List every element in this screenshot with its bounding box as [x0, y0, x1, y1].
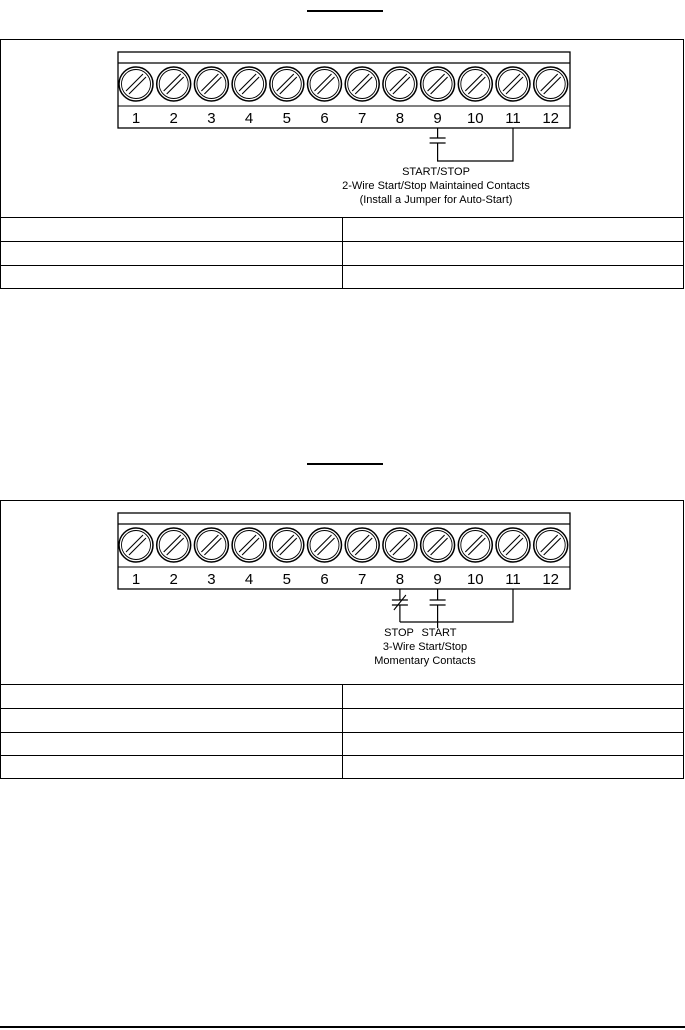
terminal-number: 11: [505, 110, 521, 127]
terminal-number: 4: [244, 110, 254, 127]
terminal-screw: [157, 67, 191, 101]
terminal-screw: [383, 67, 417, 101]
table-row: [1, 242, 683, 265]
table-row: [1, 685, 683, 709]
table-cell: [1, 733, 343, 755]
terminal-number: 6: [320, 110, 329, 127]
terminal-number: 10: [466, 110, 484, 127]
heading-underline: [307, 463, 383, 465]
contact-label: START/STOP: [402, 166, 470, 178]
table-cell: [1, 242, 343, 265]
table-cell: [343, 709, 683, 732]
terminal-number: 2: [169, 110, 178, 127]
terminal-number: 1: [131, 571, 141, 588]
terminal-screw: [496, 67, 530, 101]
caption-line-2: (Install a Jumper for Auto-Start): [359, 194, 513, 206]
table-row: [1, 755, 683, 778]
terminal-number: 12: [542, 571, 560, 588]
terminal-screw: [194, 528, 228, 562]
terminal-screw: [534, 67, 568, 101]
terminal-screw: [383, 528, 417, 562]
terminal-screw: [421, 67, 455, 101]
wiring-panel-3-wire: [0, 500, 684, 779]
table-cell: [1, 709, 343, 732]
terminal-screw: [232, 67, 266, 101]
start-label: START: [421, 627, 457, 639]
jumper-wire: [438, 128, 513, 161]
terminal-number: 3: [207, 571, 216, 588]
terminal-number: 9: [433, 110, 442, 127]
terminal-screw: [421, 528, 455, 562]
table-row: [1, 709, 683, 732]
terminal-number: 7: [358, 571, 367, 588]
terminal-number: 4: [244, 571, 254, 588]
table-cell: [1, 266, 343, 288]
table-cell: [1, 685, 343, 708]
table-row: [1, 218, 683, 242]
terminal-number: 8: [395, 110, 405, 127]
table-cell: [343, 242, 683, 265]
terminal-screw: [270, 528, 304, 562]
terminal-number: 11: [505, 571, 521, 588]
terminal-screw: [119, 528, 153, 562]
terminal-number: 5: [282, 110, 291, 127]
terminal-number: 9: [433, 571, 442, 588]
terminal-number: 7: [358, 110, 367, 127]
terminal-screw: [194, 67, 228, 101]
terminal-number: 1: [131, 110, 141, 127]
terminal-screw: [308, 67, 342, 101]
table-cell: [343, 756, 683, 778]
table-cell: [1, 218, 343, 241]
terminal-screw: [534, 528, 568, 562]
table-row: [1, 265, 683, 288]
terminal-number: 10: [466, 571, 484, 588]
terminal-number: 5: [282, 571, 291, 588]
table-cell: [343, 733, 683, 755]
terminal-number: 6: [320, 571, 329, 588]
table-cell: [1, 756, 343, 778]
caption-line-2: Momentary Contacts: [374, 655, 476, 667]
terminal-number: 3: [207, 110, 216, 127]
terminal-screw: [458, 67, 492, 101]
terminal-screw: [232, 528, 266, 562]
terminal-screw: [157, 528, 191, 562]
heading-underline: [307, 10, 383, 12]
terminal-screw: [308, 528, 342, 562]
common-wire: [400, 589, 513, 622]
page-bottom-rule: [0, 1026, 685, 1028]
caption-line-1: 2-Wire Start/Stop Maintained Contacts: [342, 180, 530, 192]
table-cell: [343, 685, 683, 708]
wiring-panel-2-wire: [0, 39, 684, 289]
stop-label: STOP: [384, 627, 414, 639]
terminal-screw: [119, 67, 153, 101]
table-cell: [343, 266, 683, 288]
terminal-screw: [270, 67, 304, 101]
table-cell: [343, 218, 683, 241]
diagram-area: [1, 40, 683, 218]
table-row: [1, 732, 683, 755]
diagram-area: [1, 501, 683, 685]
terminal-number: 2: [169, 571, 178, 588]
terminal-screw: [496, 528, 530, 562]
caption-line-1: 3-Wire Start/Stop: [382, 641, 468, 653]
terminal-screw: [345, 528, 379, 562]
terminal-screw: [345, 67, 379, 101]
terminal-number: 8: [395, 571, 405, 588]
terminal-screw: [458, 528, 492, 562]
terminal-number: 12: [542, 110, 560, 127]
